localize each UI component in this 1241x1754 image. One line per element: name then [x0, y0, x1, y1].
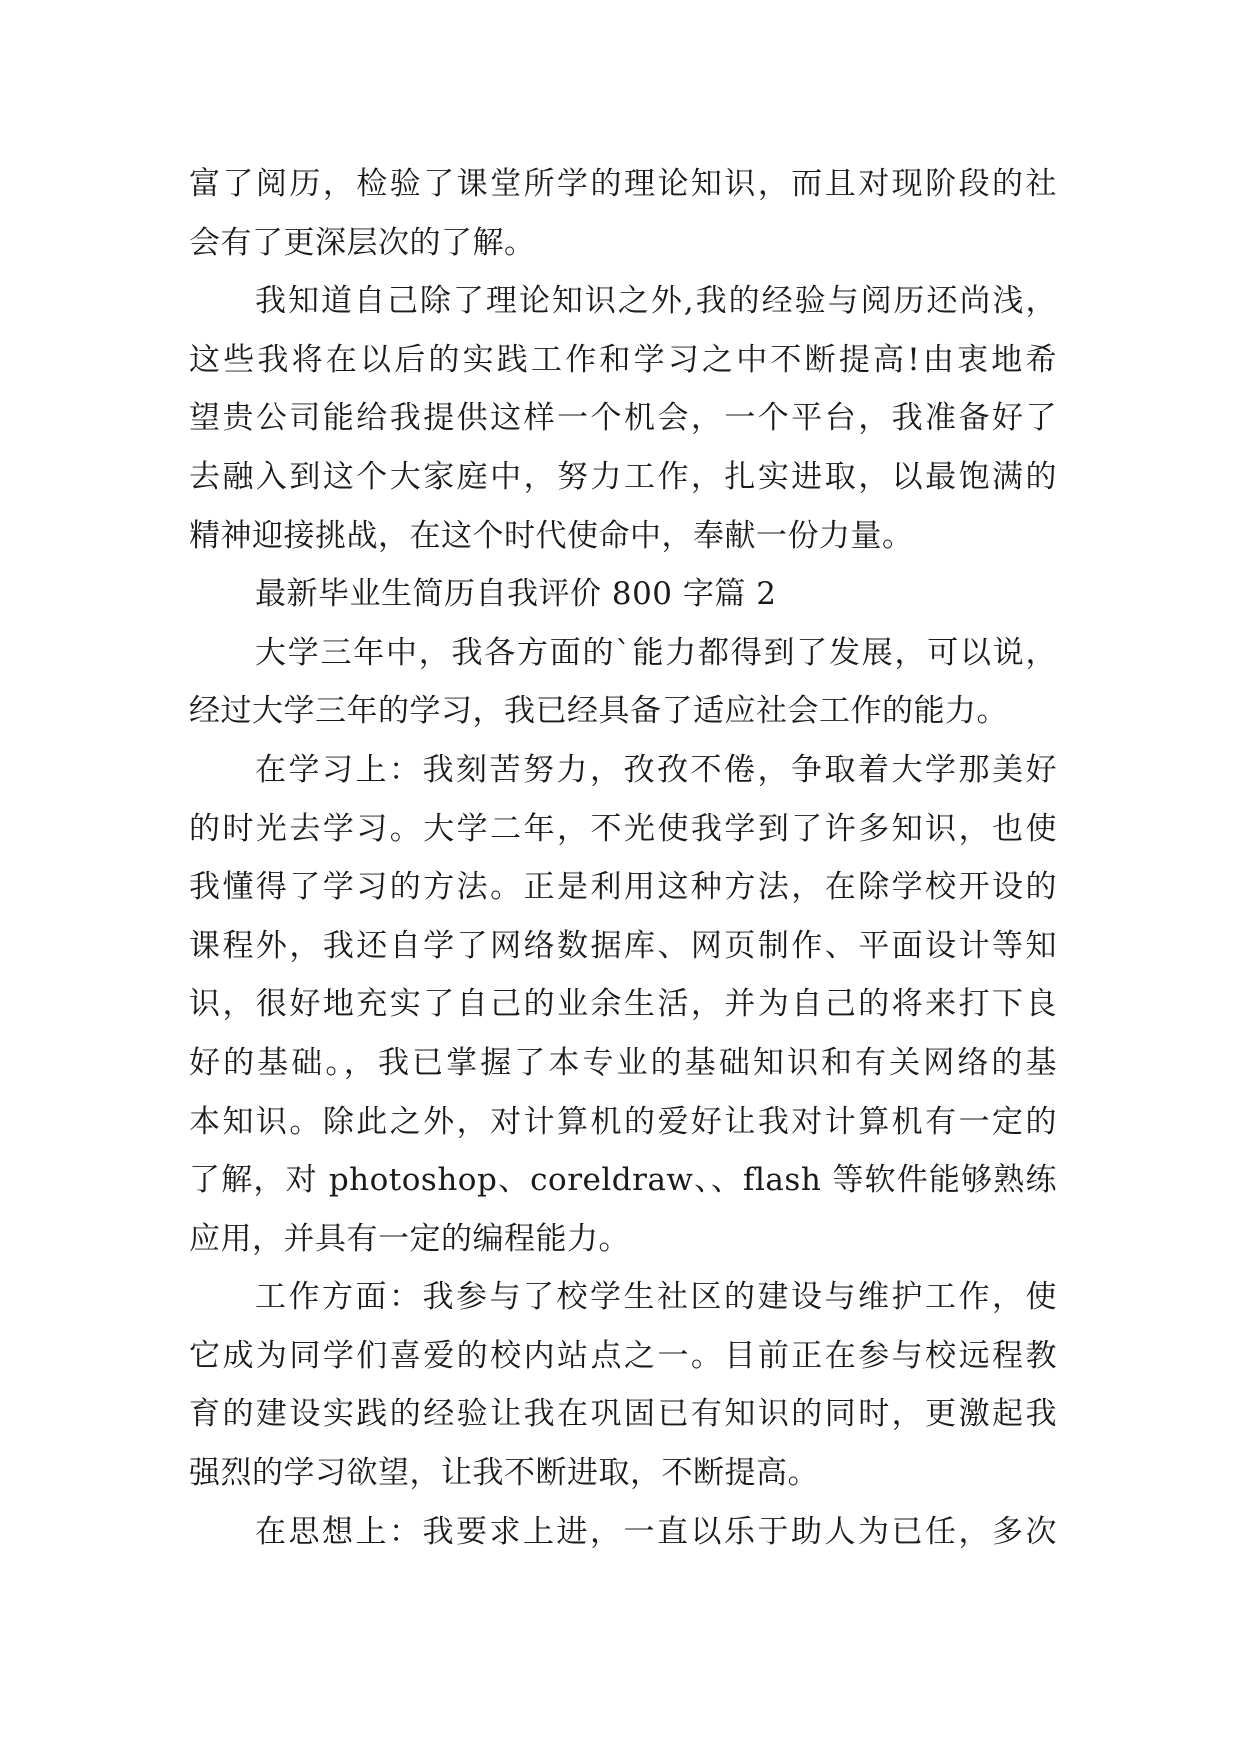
text-line: 好的基础。，我已掌握了本专业的基础知识和有关网络的基 [189, 1044, 1057, 1081]
text-line: 经过大学三年的学习，我已经具备了适应社会工作的能力。 [189, 693, 1008, 730]
text-line: 富了阅历，检验了课堂所学的理论知识，而且对现阶段的社 [189, 166, 1057, 202]
text-line: 强烈的学习欲望，让我不断进取，不断提高。 [189, 1455, 819, 1492]
text-line: 会有了更深层次的了解。 [189, 224, 536, 261]
text-line: 大学三年中，我各方面的`能力都得到了发展，可以说， [255, 634, 1057, 671]
text-line: 我知道自己除了理论知识之外,我的经验与阅历还尚浅， [255, 283, 1057, 320]
text-line: 我懂得了学习的方法。正是利用这种方法，在除学校开设的 [189, 869, 1057, 906]
text-line: 课程外，我还自学了网络数据库、网页制作、平面设计等知 [189, 927, 1057, 964]
text-line: 识，很好地充实了自己的业余生活，并为自己的将来打下良 [189, 986, 1057, 1023]
text-line: 在学习上：我刻苦努力，孜孜不倦，争取着大学那美好 [255, 751, 1057, 788]
text-line: 去融入到这个大家庭中，努力工作，扎实进取，以最饱满的 [189, 458, 1057, 495]
text-line: 精神迎接挑战，在这个时代使命中，奉献一份力量。 [189, 517, 914, 554]
text-line: 工作方面：我参与了校学生社区的建设与维护工作，使 [255, 1279, 1057, 1316]
text-line: 了解，对 photoshop、coreldraw、、flash 等软件能够熟练 [189, 1162, 1057, 1199]
text-line: 它成为同学们喜爱的校内站点之一。目前正在参与校远程教 [189, 1337, 1057, 1374]
document-body [189, 155, 1057, 1561]
text-line: 这些我将在以后的实践工作和学习之中不断提高!由衷地希 [189, 341, 1057, 378]
text-line: 在思想上：我要求上进，一直以乐于助人为已任，多次 [255, 1513, 1057, 1550]
text-line: 应用，并具有一定的编程能力。 [189, 1220, 630, 1257]
text-line: 育的建设实践的经验让我在巩固已有知识的同时，更激起我 [189, 1396, 1057, 1433]
text-line: 望贵公司能给我提供这样一个机会，一个平台，我准备好了 [189, 400, 1057, 437]
text-line: 最新毕业生简历自我评价 800 字篇 2 [255, 576, 777, 613]
text-line: 的时光去学习。大学二年，不光使我学到了许多知识，也使 [189, 810, 1057, 847]
text-line: 本知识。除此之外，对计算机的爱好让我对计算机有一定的 [189, 1103, 1057, 1140]
